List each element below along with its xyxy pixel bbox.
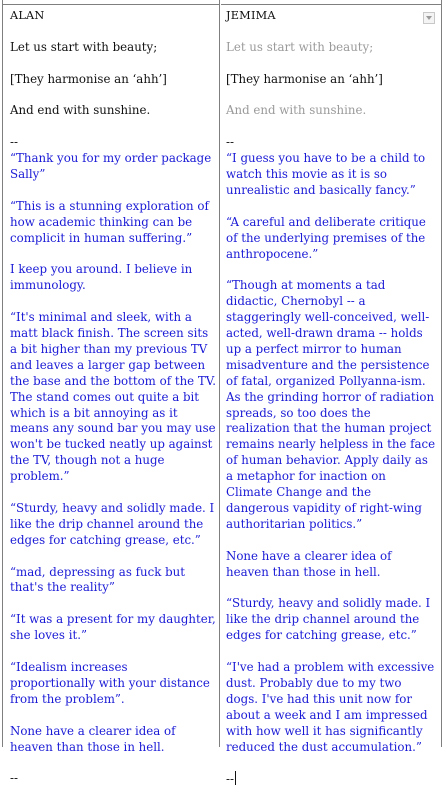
separator: -- (226, 772, 234, 787)
quote: None have a clearer idea of heaven than those in hell. (10, 723, 176, 754)
separator: -- (10, 135, 18, 150)
quote: None have a clearer idea of heaven than those in hell. (226, 548, 392, 579)
quote: “mad, depressing as fuck but that's the reality” (10, 564, 185, 595)
quote: “Idealism increases proportionally with your distance from the problem”. (10, 659, 210, 706)
quote: “It was a present for my daughter, she loves it.” (10, 612, 216, 643)
quote: “It's minimal and sleek, with a matt black finish. The screen sits a bit higher than my previous TV and leaves a larger gap between the base and the bottom of the TV. The stand comes out quite a bit which is a bit annoying as it means any sound bar you may use won't be tucked neatly up against the TV, though not a huge problem.” (10, 310, 216, 484)
quote: “This is a stunning exploration of how academic thinking can be complicit in human suffering.” (10, 198, 209, 245)
intro-line-1: Let us start with beauty; (10, 39, 158, 54)
table-border-top-left (2, 4, 219, 5)
column-header-jemima: JEMIMA (226, 9, 276, 22)
separator-with-cursor[interactable] (226, 771, 436, 788)
separator: -- (226, 135, 234, 150)
column-alan[interactable] (10, 8, 216, 787)
intro-line-3: And end with sunshine. (10, 103, 151, 118)
table-column-divider (219, 0, 220, 747)
intro-line-1: Let us start with beauty; (226, 39, 374, 54)
text-cursor (235, 771, 236, 785)
intro-line-2: [They harmonise an ‘ahh’] (226, 71, 383, 86)
quote: “Sturdy, heavy and solidly made. I like the drip channel around the edges for catching grease, etc.” (10, 500, 215, 547)
column-jemima[interactable] (226, 8, 436, 788)
table-border-top-right (221, 4, 441, 5)
table-border-right (441, 0, 442, 747)
quote: “I guess you have to be a child to watch this movie as it is so unrealistic and basically fancy.” (226, 151, 426, 197)
quote: “I've had a problem with excessive dust. Probably due to my two dogs. I've had this unit now for about a week and I am impressed with how well it has significantly reduced the dust accumulation.” (226, 660, 435, 754)
quote: “Sturdy, heavy and solidly made. I like the drip channel around the edges for catching grease, etc.” (226, 596, 431, 643)
column-header-alan: ALAN (10, 9, 45, 22)
quote: “Though at moments a tad didactic, Chernobyl -- a staggeringly well-conceived, well-acted, well-drawn drama -- holds up a perfect mirror to human misadventure and the persistence of fatal, organized Pollyanna-ism. As the grinding horror of radiation spreads, so too does the realization that the human project remains nearly helpless in the face of human behavior. Apply daily as a metaphor for inaction on Climate Change and the dangerous vapidity of right-wing authoritarian politics.” (226, 278, 436, 531)
quote: I keep you around. I believe in immunology. (10, 262, 193, 293)
table-border-left (2, 0, 3, 747)
intro-line-2: [They harmonise an ‘ahh’] (10, 71, 167, 86)
intro-line-3: And end with sunshine. (226, 103, 367, 118)
separator: -- (10, 771, 18, 786)
quote: “Thank you for my order package Sally” (10, 151, 212, 181)
quote: “A careful and deliberate critique of the underlying premises of the anthropocene.” (226, 214, 426, 261)
